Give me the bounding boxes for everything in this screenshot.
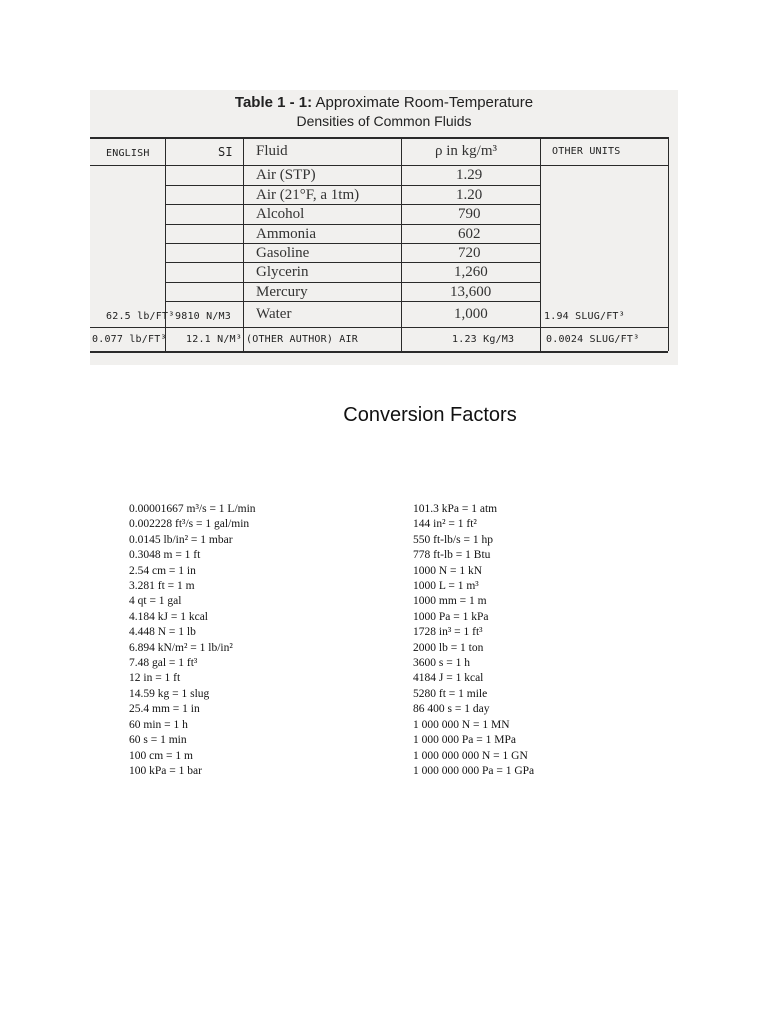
water-other: 1.94 SLUG/FT³ [544, 311, 625, 322]
fluid-name: Glycerin [256, 264, 309, 280]
conversion-item: 1728 in³ = 1 ft³ [413, 626, 483, 639]
water-english: 62.5 lb/FT³ [106, 311, 175, 322]
conversion-item: 0.0145 lb/in² = 1 mbar [129, 533, 233, 546]
conversion-item: 0.002228 ft³/s = 1 gal/min [129, 518, 250, 531]
conversion-item: 0.00001667 m³/s = 1 L/min [129, 503, 256, 515]
conversion-title: Conversion Factors [343, 404, 517, 426]
conversion-item: 1 000 000 Pa = 1 MPa [413, 734, 516, 747]
fluid-name: Ammonia [256, 226, 316, 242]
conversion-item: 4184 J = 1 kcal [413, 672, 484, 685]
fluid-density: 602 [458, 226, 481, 242]
fluid-density: 13,600 [450, 284, 492, 300]
density-table-scan [90, 90, 678, 365]
fluid-density: 1,260 [454, 264, 488, 280]
water-si: 9810 N/M3 [175, 311, 231, 322]
header-rho: ρ in kg/m³ [435, 143, 497, 159]
conversion-item: 12 in = 1 ft [129, 672, 181, 685]
air-density: 1.23 Kg/M3 [452, 334, 515, 345]
fluid-density: 1.29 [456, 167, 483, 183]
conversion-item: 2000 lb = 1 ton [413, 641, 484, 654]
conversion-item: 25.4 mm = 1 in [129, 703, 200, 716]
conversion-item: 60 min = 1 h [129, 718, 188, 731]
conversion-item: 101.3 kPa = 1 atm [413, 503, 498, 515]
conversion-item: 1 000 000 000 N = 1 GN [413, 749, 528, 762]
conversion-list-left [129, 502, 256, 779]
conversion-item: 7.48 gal = 1 ft³ [129, 657, 198, 670]
header-english: ENGLISH [106, 148, 150, 159]
fluid-name: Mercury [256, 284, 308, 300]
fluid-density: 1,000 [454, 306, 488, 322]
air-english: 0.077 lb/FT³ [92, 334, 167, 345]
conversion-item: 4 qt = 1 gal [129, 595, 182, 608]
conversion-item: 2.54 cm = 1 in [129, 564, 196, 577]
fluid-name: Gasoline [256, 245, 310, 261]
fluid-density: 1.20 [456, 187, 483, 203]
conversion-item: 550 ft-lb/s = 1 hp [413, 533, 493, 546]
conversion-item: 4.184 kJ = 1 kcal [129, 610, 208, 623]
conversion-list-right [413, 502, 534, 779]
conversion-item: 144 in² = 1 ft² [413, 518, 477, 531]
fluid-name: Water [256, 306, 292, 322]
fluid-name: Air (21°F, a 1tm) [256, 187, 360, 203]
conversion-item: 1000 N = 1 kN [413, 564, 483, 577]
fluid-name: Air (STP) [256, 167, 316, 183]
header-si: SI [218, 145, 233, 159]
conversion-item: 14.59 kg = 1 slug [129, 687, 210, 700]
conversion-item: 60 s = 1 min [129, 734, 187, 747]
conversion-item: 100 cm = 1 m [129, 749, 193, 762]
conversion-item: 0.3048 m = 1 ft [129, 549, 201, 562]
conversion-item: 1000 Pa = 1 kPa [413, 610, 489, 623]
air-si: 12.1 N/M³ [186, 334, 242, 345]
conversion-item: 3600 s = 1 h [413, 657, 470, 670]
header-fluid: Fluid [256, 143, 288, 159]
conversion-item: 1 000 000 N = 1 MN [413, 718, 510, 731]
conversion-item: 6.894 kN/m² = 1 lb/in² [129, 641, 233, 654]
conversion-item: 1000 mm = 1 m [413, 595, 487, 608]
air-fluid: (OTHER AUTHOR) AIR [246, 334, 358, 345]
air-other: 0.0024 SLUG/FT³ [546, 334, 640, 345]
fluid-density: 720 [458, 245, 481, 261]
conversion-item: 100 kPa = 1 bar [129, 764, 202, 777]
table-title: Table 1 - 1: Approximate Room-Temperature [234, 94, 534, 111]
conversion-item: 5280 ft = 1 mile [413, 687, 488, 700]
conversion-item: 86 400 s = 1 day [413, 703, 490, 716]
conversion-item: 1000 L = 1 m³ [413, 580, 479, 593]
conversion-item: 1 000 000 000 Pa = 1 GPa [413, 764, 535, 777]
fluid-density: 790 [458, 206, 481, 222]
header-other-units: OTHER UNITS [552, 146, 621, 157]
fluid-name: Alcohol [256, 206, 305, 222]
conversion-item: 3.281 ft = 1 m [129, 580, 195, 593]
conversion-item: 4.448 N = 1 lb [129, 626, 196, 639]
table-subtitle: Densities of Common Fluids [296, 113, 472, 129]
conversion-item: 778 ft-lb = 1 Btu [413, 549, 491, 562]
